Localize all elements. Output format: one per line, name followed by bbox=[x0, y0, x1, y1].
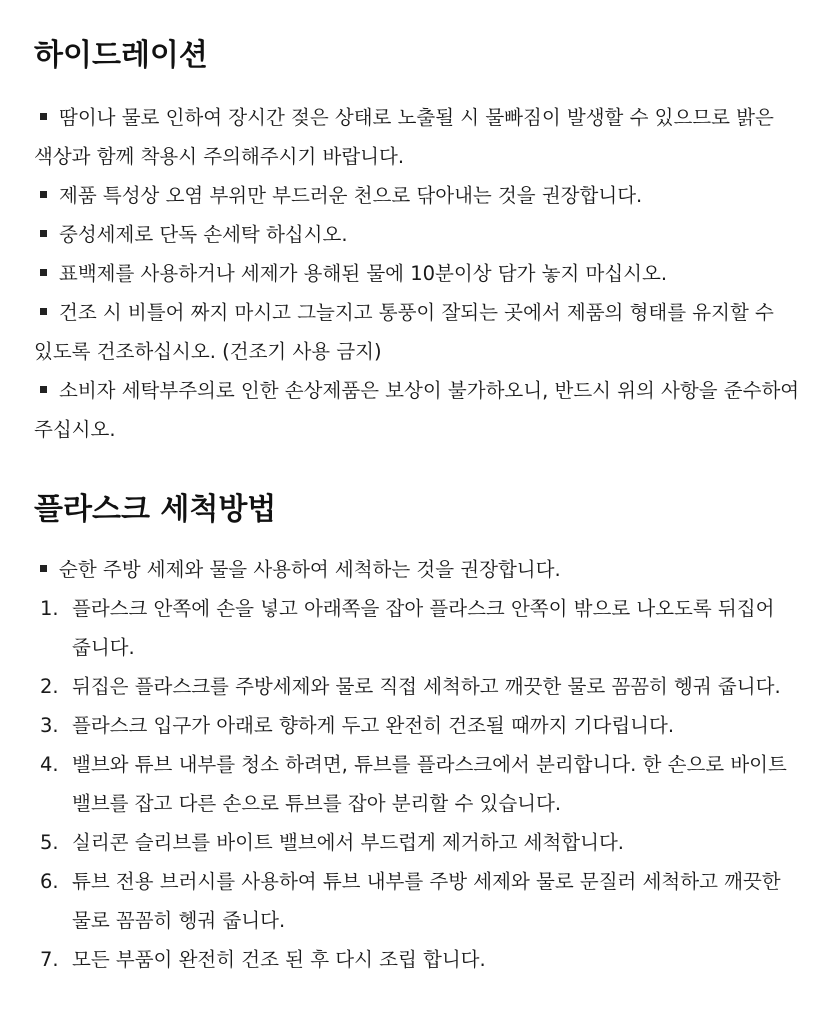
hydration-section-title: 하이드레이션 bbox=[34, 38, 208, 73]
square-bullet-icon bbox=[40, 113, 47, 120]
hydration-bullet-item bbox=[34, 176, 810, 215]
bullet-text: 땀이나 물로 인하여 장시간 젖은 상태로 노출될 시 물빠짐이 발생할 수 있으므로 밝은 색상과 함께 착용시 주의해주시기 바랍니다. bbox=[34, 106, 774, 168]
bullet-text: 중성세제로 단독 손세탁 하십시오. bbox=[59, 223, 348, 246]
hydration-bullet-item bbox=[34, 371, 810, 449]
step-number: 1. bbox=[40, 597, 59, 620]
square-bullet-icon bbox=[40, 308, 47, 315]
step-number: 4. bbox=[40, 753, 59, 776]
step-item bbox=[34, 940, 810, 979]
bullet-text: 표백제를 사용하거나 세제가 용해된 물에 10분이상 담가 놓지 마십시오. bbox=[59, 262, 668, 285]
bullet-text: 건조 시 비틀어 짜지 마시고 그늘지고 통풍이 잘되는 곳에서 제품의 형태를 유지할 수 있도록 건조하십시오. (건조기 사용 금지) bbox=[34, 301, 774, 363]
hydration-bullet-item bbox=[34, 293, 810, 371]
step-text: 모든 부품이 완전히 건조 된 후 다시 조립 합니다. bbox=[72, 948, 486, 971]
step-text: 밸브와 튜브 내부를 청소 하려면, 튜브를 플라스크에서 분리합니다. 한 손으로 바이트 밸브를 잡고 다른 손으로 튜브를 잡아 분리할 수 있습니다. bbox=[72, 753, 787, 815]
step-text: 실리콘 슬리브를 바이트 밸브에서 부드럽게 제거하고 세척합니다. bbox=[72, 831, 624, 854]
step-number: 3. bbox=[40, 714, 59, 737]
bullet-text: 제품 특성상 오염 부위만 부드러운 천으로 닦아내는 것을 권장합니다. bbox=[59, 184, 643, 207]
square-bullet-icon bbox=[40, 386, 47, 393]
hydration-bullet-item bbox=[34, 98, 810, 176]
hydration-bullet-item bbox=[34, 254, 810, 293]
step-number: 2. bbox=[40, 675, 59, 698]
flask-cleaning-steps bbox=[34, 589, 810, 979]
hydration-bullet-list bbox=[34, 98, 810, 449]
flask-bullet-item bbox=[34, 550, 810, 589]
bullet-text: 순한 주방 세제와 물을 사용하여 세척하는 것을 권장합니다. bbox=[59, 558, 561, 581]
step-item bbox=[34, 823, 810, 862]
square-bullet-icon bbox=[40, 269, 47, 276]
step-text: 튜브 전용 브러시를 사용하여 튜브 내부를 주방 세제와 물로 문질러 세척하고 깨끗한 물로 꼼꼼히 헹궈 줍니다. bbox=[72, 870, 781, 932]
square-bullet-icon bbox=[40, 565, 47, 572]
step-item bbox=[34, 862, 810, 940]
step-item bbox=[34, 667, 810, 706]
step-item bbox=[34, 706, 810, 745]
step-number: 7. bbox=[40, 948, 59, 971]
step-number: 6. bbox=[40, 870, 59, 893]
step-text: 플라스크 입구가 아래로 향하게 두고 완전히 건조될 때까지 기다립니다. bbox=[72, 714, 675, 737]
hydration-bullet-item bbox=[34, 215, 810, 254]
step-text: 뒤집은 플라스크를 주방세제와 물로 직접 세척하고 깨끗한 물로 꼼꼼히 헹궈 줍니다. bbox=[72, 675, 781, 698]
square-bullet-icon bbox=[40, 230, 47, 237]
step-item bbox=[34, 589, 810, 667]
flask-section-title: 플라스크 세척방법 bbox=[34, 492, 277, 527]
bullet-text: 소비자 세탁부주의로 인한 손상제품은 보상이 불가하오니, 반드시 위의 사항을 준수하여 주십시오. bbox=[34, 379, 800, 441]
step-text: 플라스크 안쪽에 손을 넣고 아래쪽을 잡아 플라스크 안쪽이 밖으로 나오도록 뒤집어 줍니다. bbox=[72, 597, 775, 659]
step-item bbox=[34, 745, 810, 823]
step-number: 5. bbox=[40, 831, 59, 854]
square-bullet-icon bbox=[40, 191, 47, 198]
flask-bullet-list bbox=[34, 550, 810, 589]
